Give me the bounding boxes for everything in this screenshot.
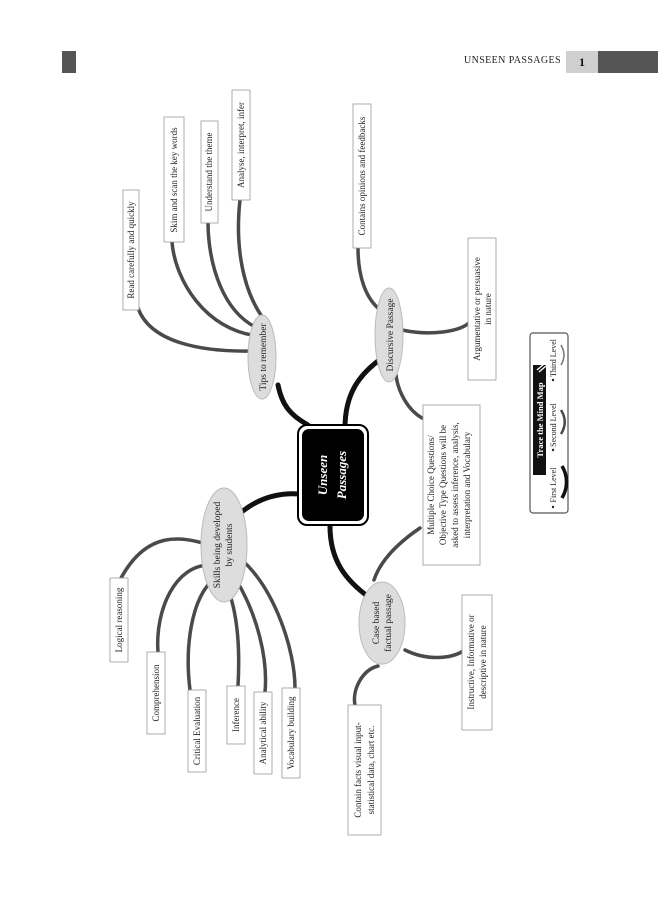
case-label-1: Case based	[372, 601, 382, 645]
branch-tips-understand	[208, 222, 262, 330]
branch-discursive-mcq	[396, 375, 422, 418]
leaf-facts-2: statistical data, chart etc.	[366, 725, 376, 815]
leaf-read: Read carefully and quickly	[126, 201, 136, 299]
leaf-argumentative-1: Argumentative or persuasive	[472, 257, 482, 361]
branch-skills-comprehension	[158, 565, 210, 652]
leaf-mcq-3: asked to assess inference, analysis,	[450, 422, 460, 548]
second-level-branches	[120, 200, 470, 705]
leaf-instructive-2: descriptive in nature	[478, 625, 488, 699]
discursive-label: Discursive Passage	[386, 298, 396, 372]
central-label-2: Passages	[334, 450, 349, 500]
leaf-logical: Logical reasoning	[114, 587, 124, 653]
legend-first: First Level	[549, 467, 558, 503]
branch-skills-vocabulary	[242, 560, 295, 688]
legend-bullet-first	[552, 506, 554, 508]
branch-central-to-skills	[238, 494, 300, 515]
central-node	[298, 425, 368, 525]
branch-central-to-case	[330, 526, 370, 598]
legend	[530, 333, 568, 513]
branch-skills-critical	[188, 578, 215, 690]
branch-tips-analyse	[238, 200, 266, 322]
branch-central-to-tips	[278, 385, 308, 425]
branch-case-facts	[354, 666, 378, 705]
skills-oval	[201, 488, 247, 602]
leaf-mcq-2: Objective Type Questions will be	[438, 424, 448, 546]
case-oval	[359, 582, 405, 664]
leaf-comprehension: Comprehension	[151, 664, 161, 722]
leaf-argumentative-2: in nature	[483, 293, 493, 325]
legend-bullet-second	[552, 449, 554, 451]
central-label-1: Unseen	[315, 454, 330, 496]
legend-title: Trace the Mind Map	[535, 382, 545, 458]
case-label-2: factual passage	[384, 594, 394, 652]
leaf-understand: Understand the theme	[204, 132, 214, 212]
leaf-analytical: Analytical ability	[258, 701, 268, 765]
leaf-vocabulary: Vocabulary building	[286, 696, 296, 770]
leaf-critical: Critical Evaluation	[192, 696, 202, 766]
leaf-instructive-1: Instructive, Informative or	[466, 614, 476, 710]
branch-central-to-discursive	[345, 358, 382, 428]
leaf-mcq-4: interpretation and Vocabulary	[462, 431, 472, 539]
leaf-inference: Inference	[231, 698, 241, 732]
skills-label-1: Skills being developed	[213, 501, 223, 589]
skills-label-2: by students	[225, 523, 235, 567]
leaf-opinions: Contains opinions and feedbacks	[357, 116, 367, 236]
tips-label: Tips to remember	[259, 323, 269, 391]
running-header-title: UNSEEN PASSAGES	[463, 55, 561, 66]
leaf-facts-1: Contain facts visual input-	[353, 722, 363, 818]
leaf-analyse: Analyse, interpret, infer	[236, 102, 246, 188]
leaf-skim: Skim and scan the key words	[169, 127, 179, 233]
page-number: 1	[566, 51, 598, 73]
legend-bullet-third	[552, 379, 554, 381]
branch-discursive-argumentative	[402, 322, 470, 333]
legend-second: Second Level	[549, 403, 558, 447]
leaf-mcq-1: Multiple Choice Questions/	[426, 435, 436, 535]
legend-third: Third Level	[549, 339, 558, 377]
branch-case-instructive	[405, 650, 465, 658]
branch-case-mcq	[374, 528, 420, 580]
